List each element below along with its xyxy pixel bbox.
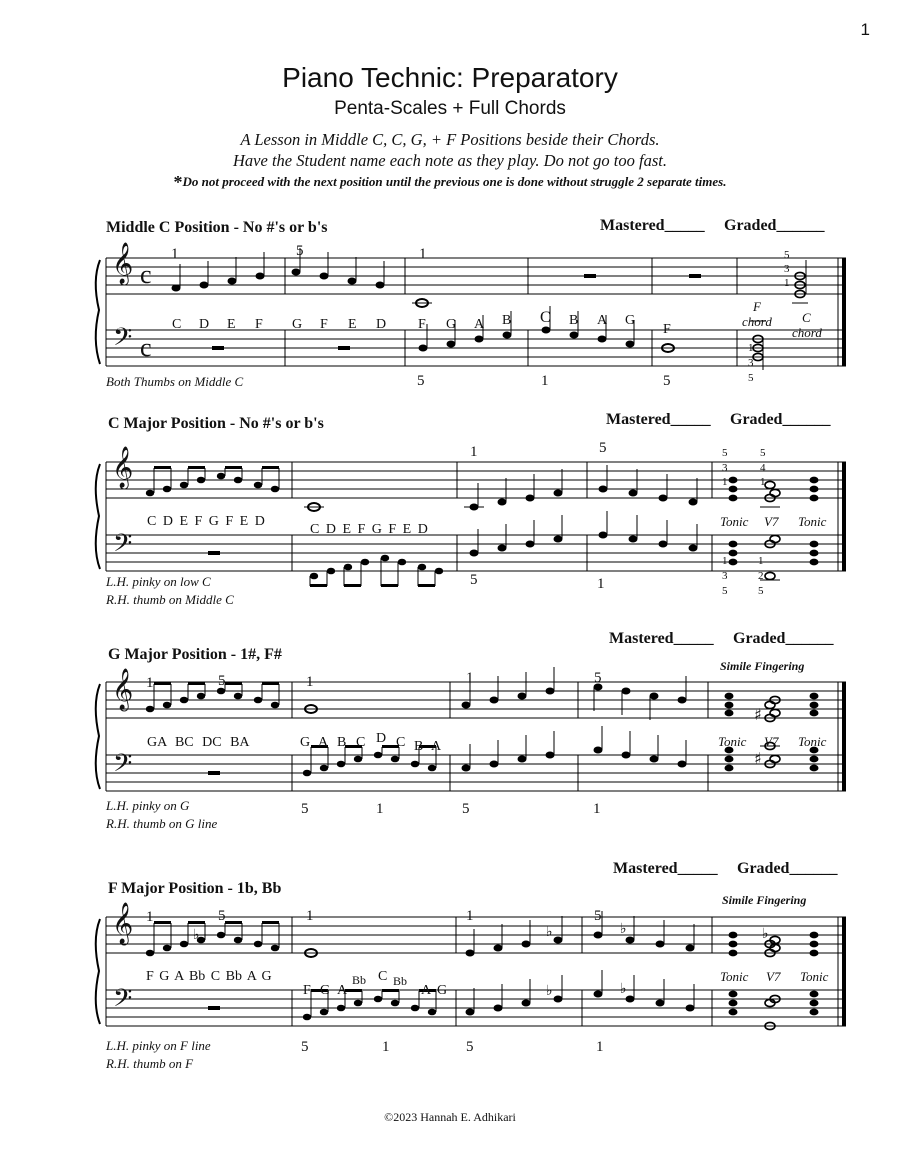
chord-label: Tonic [720, 969, 749, 984]
fingering: 5 [296, 243, 304, 259]
chord-fingering: 5 [722, 447, 728, 459]
note-label: E [348, 317, 357, 332]
sharp-icon: ♯ [754, 749, 762, 768]
chord-fingering: 3 [722, 570, 728, 582]
note-label: G [437, 983, 448, 998]
fingering: 1 [306, 908, 314, 924]
hand-position-note: Both Thumbs on Middle C [106, 374, 244, 389]
treble-clef-icon: 𝄞 [112, 903, 134, 944]
fingering: 5 [218, 908, 226, 924]
fingering: 1 [597, 576, 605, 592]
chord-label: Tonic [798, 514, 827, 529]
chord-fingering: 5 [722, 585, 728, 597]
fingering: 5 [417, 373, 425, 389]
note-label: B [414, 739, 424, 754]
chord-label: Tonic [720, 514, 749, 529]
mastered-field[interactable]: Mastered_____ [613, 860, 718, 877]
fingering: 5 [594, 908, 602, 924]
note-labels-rh: F G A Bb C Bb A G [146, 969, 272, 984]
fingering: 1 [382, 1039, 390, 1055]
chord-label: V7 [764, 734, 779, 749]
fingering: 1 [541, 373, 549, 389]
fingering: 5 [301, 1039, 309, 1055]
chord-fingering: 5 [748, 372, 754, 384]
section-heading: G Major Position - 1#, F# [108, 646, 282, 663]
time-signature-treble: c [140, 260, 152, 289]
section-heading: Middle C Position - No #'s or b's [106, 219, 328, 236]
chord-label: Tonic [800, 969, 829, 984]
bass-clef-icon: 𝄢 [113, 984, 133, 1019]
section-heading: F Major Position - 1b, Bb [108, 880, 282, 897]
note-label: G [625, 313, 636, 328]
section-heading: C Major Position - No #'s or b's [108, 415, 324, 432]
note-label: Bb [393, 974, 408, 988]
graded-field[interactable]: Graded______ [730, 411, 831, 428]
simile-fingering-note: Simile Fingering [720, 659, 805, 673]
chord-fingering: 4 [760, 462, 766, 474]
chord-fingering: 5 [784, 249, 790, 261]
flat-icon: ♭ [193, 927, 200, 943]
chord-fingering: 2 [758, 570, 764, 582]
page-title: Piano Technic: Preparatory [282, 62, 618, 93]
flat-icon: ♭ [546, 983, 553, 999]
bass-clef-icon: 𝄢 [113, 749, 133, 784]
note-label: D [376, 731, 387, 746]
fingering: 1 [466, 908, 474, 924]
hand-position-note: R.H. thumb on Middle C [106, 592, 234, 607]
fingering: 5 [470, 572, 478, 588]
treble-clef-icon: 𝄞 [112, 243, 134, 284]
note-label: A [474, 317, 485, 332]
note-label: G [292, 317, 303, 332]
note-label: A [597, 313, 608, 328]
warning-note [0, 172, 900, 193]
sharp-icon: ♯ [754, 705, 762, 724]
fingering: 5 [599, 440, 607, 456]
fingering: 1 [466, 670, 474, 686]
page-number: 1 [860, 20, 870, 39]
note-label: A [421, 983, 432, 998]
hand-position-note: R.H. thumb on F [106, 1056, 194, 1071]
note-label: C [172, 317, 182, 332]
note-label: D [376, 317, 387, 332]
chord-label: F [753, 299, 761, 314]
chord-fingering: 1 [722, 555, 728, 567]
bass-clef-icon: 𝄢 [113, 323, 133, 358]
note-label: G [300, 735, 311, 750]
note-label: G [320, 983, 331, 998]
page-subtitle: Penta-Scales + Full Chords [334, 98, 566, 119]
music-system-4 [0, 895, 900, 1055]
flat-icon: ♭ [546, 924, 553, 940]
note-label: F [320, 317, 328, 332]
fingering: 5 [218, 673, 226, 689]
chord-label: V7 [766, 969, 781, 984]
hand-position-note: L.H. pinky on low C [106, 574, 211, 589]
note-label: E [227, 317, 236, 332]
hand-position-note: R.H. thumb on G line [106, 816, 218, 831]
note-label: C [540, 309, 551, 326]
fingering: 1 [419, 246, 427, 262]
mastered-field[interactable]: Mastered_____ [609, 630, 714, 647]
hand-position-note: L.H. pinky on F line [106, 1038, 211, 1053]
note-labels-lh: C D E F G F E D [310, 522, 428, 537]
note-label: G [446, 317, 457, 332]
note-label: F [418, 317, 426, 332]
chord-fingering: 1 [784, 277, 790, 289]
graded-field[interactable]: Graded______ [724, 217, 825, 234]
note-label: C [356, 735, 366, 750]
note-label: Bb [352, 973, 367, 987]
fingering: 5 [594, 670, 602, 686]
bass-clef-icon: 𝄢 [113, 529, 133, 564]
chord-fingering: 3 [722, 462, 728, 474]
chord-fingering: 1 [760, 476, 766, 488]
note-labels-rh: C D E F G F E D [147, 514, 265, 529]
intro-line-1: A Lesson in Middle C, C, G, + F Positions beside their Chords. [240, 130, 660, 149]
warning-star: * [173, 172, 183, 192]
treble-clef-icon: 𝄞 [112, 669, 134, 710]
chord-fingering: 1 [722, 476, 728, 488]
fingering: 5 [663, 373, 671, 389]
chord-fingering: 3 [784, 263, 790, 275]
fingering: 5 [462, 801, 470, 817]
chord-label: Tonic [718, 734, 747, 749]
note-label: C [396, 735, 406, 750]
note-labels-rh: GA BC DC BA [147, 735, 250, 750]
note-label: B [337, 735, 347, 750]
hand-position-note: L.H. pinky on G [106, 798, 190, 813]
note-label: F [663, 322, 671, 337]
fingering: 5 [301, 801, 309, 817]
note-label: A [318, 735, 329, 750]
fingering: 1 [146, 909, 154, 925]
chord-fingering: 5 [758, 585, 764, 597]
note-label: B [502, 313, 512, 328]
fingering: 1 [593, 801, 601, 817]
mastered-field[interactable]: Mastered_____ [606, 411, 711, 428]
chord-fingering: 1 [758, 555, 764, 567]
note-label: F [303, 983, 311, 998]
mastered-field[interactable]: Mastered_____ [600, 217, 705, 234]
chord-label: Tonic [798, 734, 827, 749]
chord-fingering: 3 [748, 357, 754, 369]
simile-fingering-note: Simile Fingering [722, 893, 807, 907]
note-label: D [199, 317, 210, 332]
fingering: 1 [146, 675, 154, 691]
note-label: C [378, 969, 388, 984]
fingering: 1 [470, 444, 478, 460]
fingering: 1 [376, 801, 384, 817]
intro-line-2: Have the Student name each note as they play. Do not go too fast. [233, 151, 667, 170]
copyright-footer: ©2023 Hannah E. Adhikari [384, 1110, 516, 1124]
chord-fingering: 1 [748, 342, 754, 354]
flat-icon: ♭ [620, 981, 627, 997]
note-label: A [431, 739, 442, 754]
fingering: 5 [466, 1039, 474, 1055]
graded-field[interactable]: Graded______ [733, 630, 834, 647]
chord-label: chord [792, 325, 822, 340]
flat-icon: ♭ [762, 926, 769, 942]
chord-label: V7 [764, 514, 779, 529]
graded-field[interactable]: Graded______ [737, 860, 838, 877]
warning-text: Do not proceed with the next position until the previous one is done without struggle 2 separate times. [182, 174, 727, 189]
note-label: A [337, 983, 348, 998]
note-label: B [569, 313, 579, 328]
chord-fingering: 5 [760, 447, 766, 459]
fingering: 1 [596, 1039, 604, 1055]
fingering: 1 [306, 674, 314, 690]
fingering: 1 [171, 246, 179, 262]
note-label: F [255, 317, 263, 332]
chord-label: chord [742, 314, 772, 329]
flat-icon: ♭ [620, 921, 627, 937]
chord-label: C [802, 310, 811, 325]
time-signature-bass: c [140, 333, 152, 362]
treble-clef-icon: 𝄞 [112, 447, 134, 488]
